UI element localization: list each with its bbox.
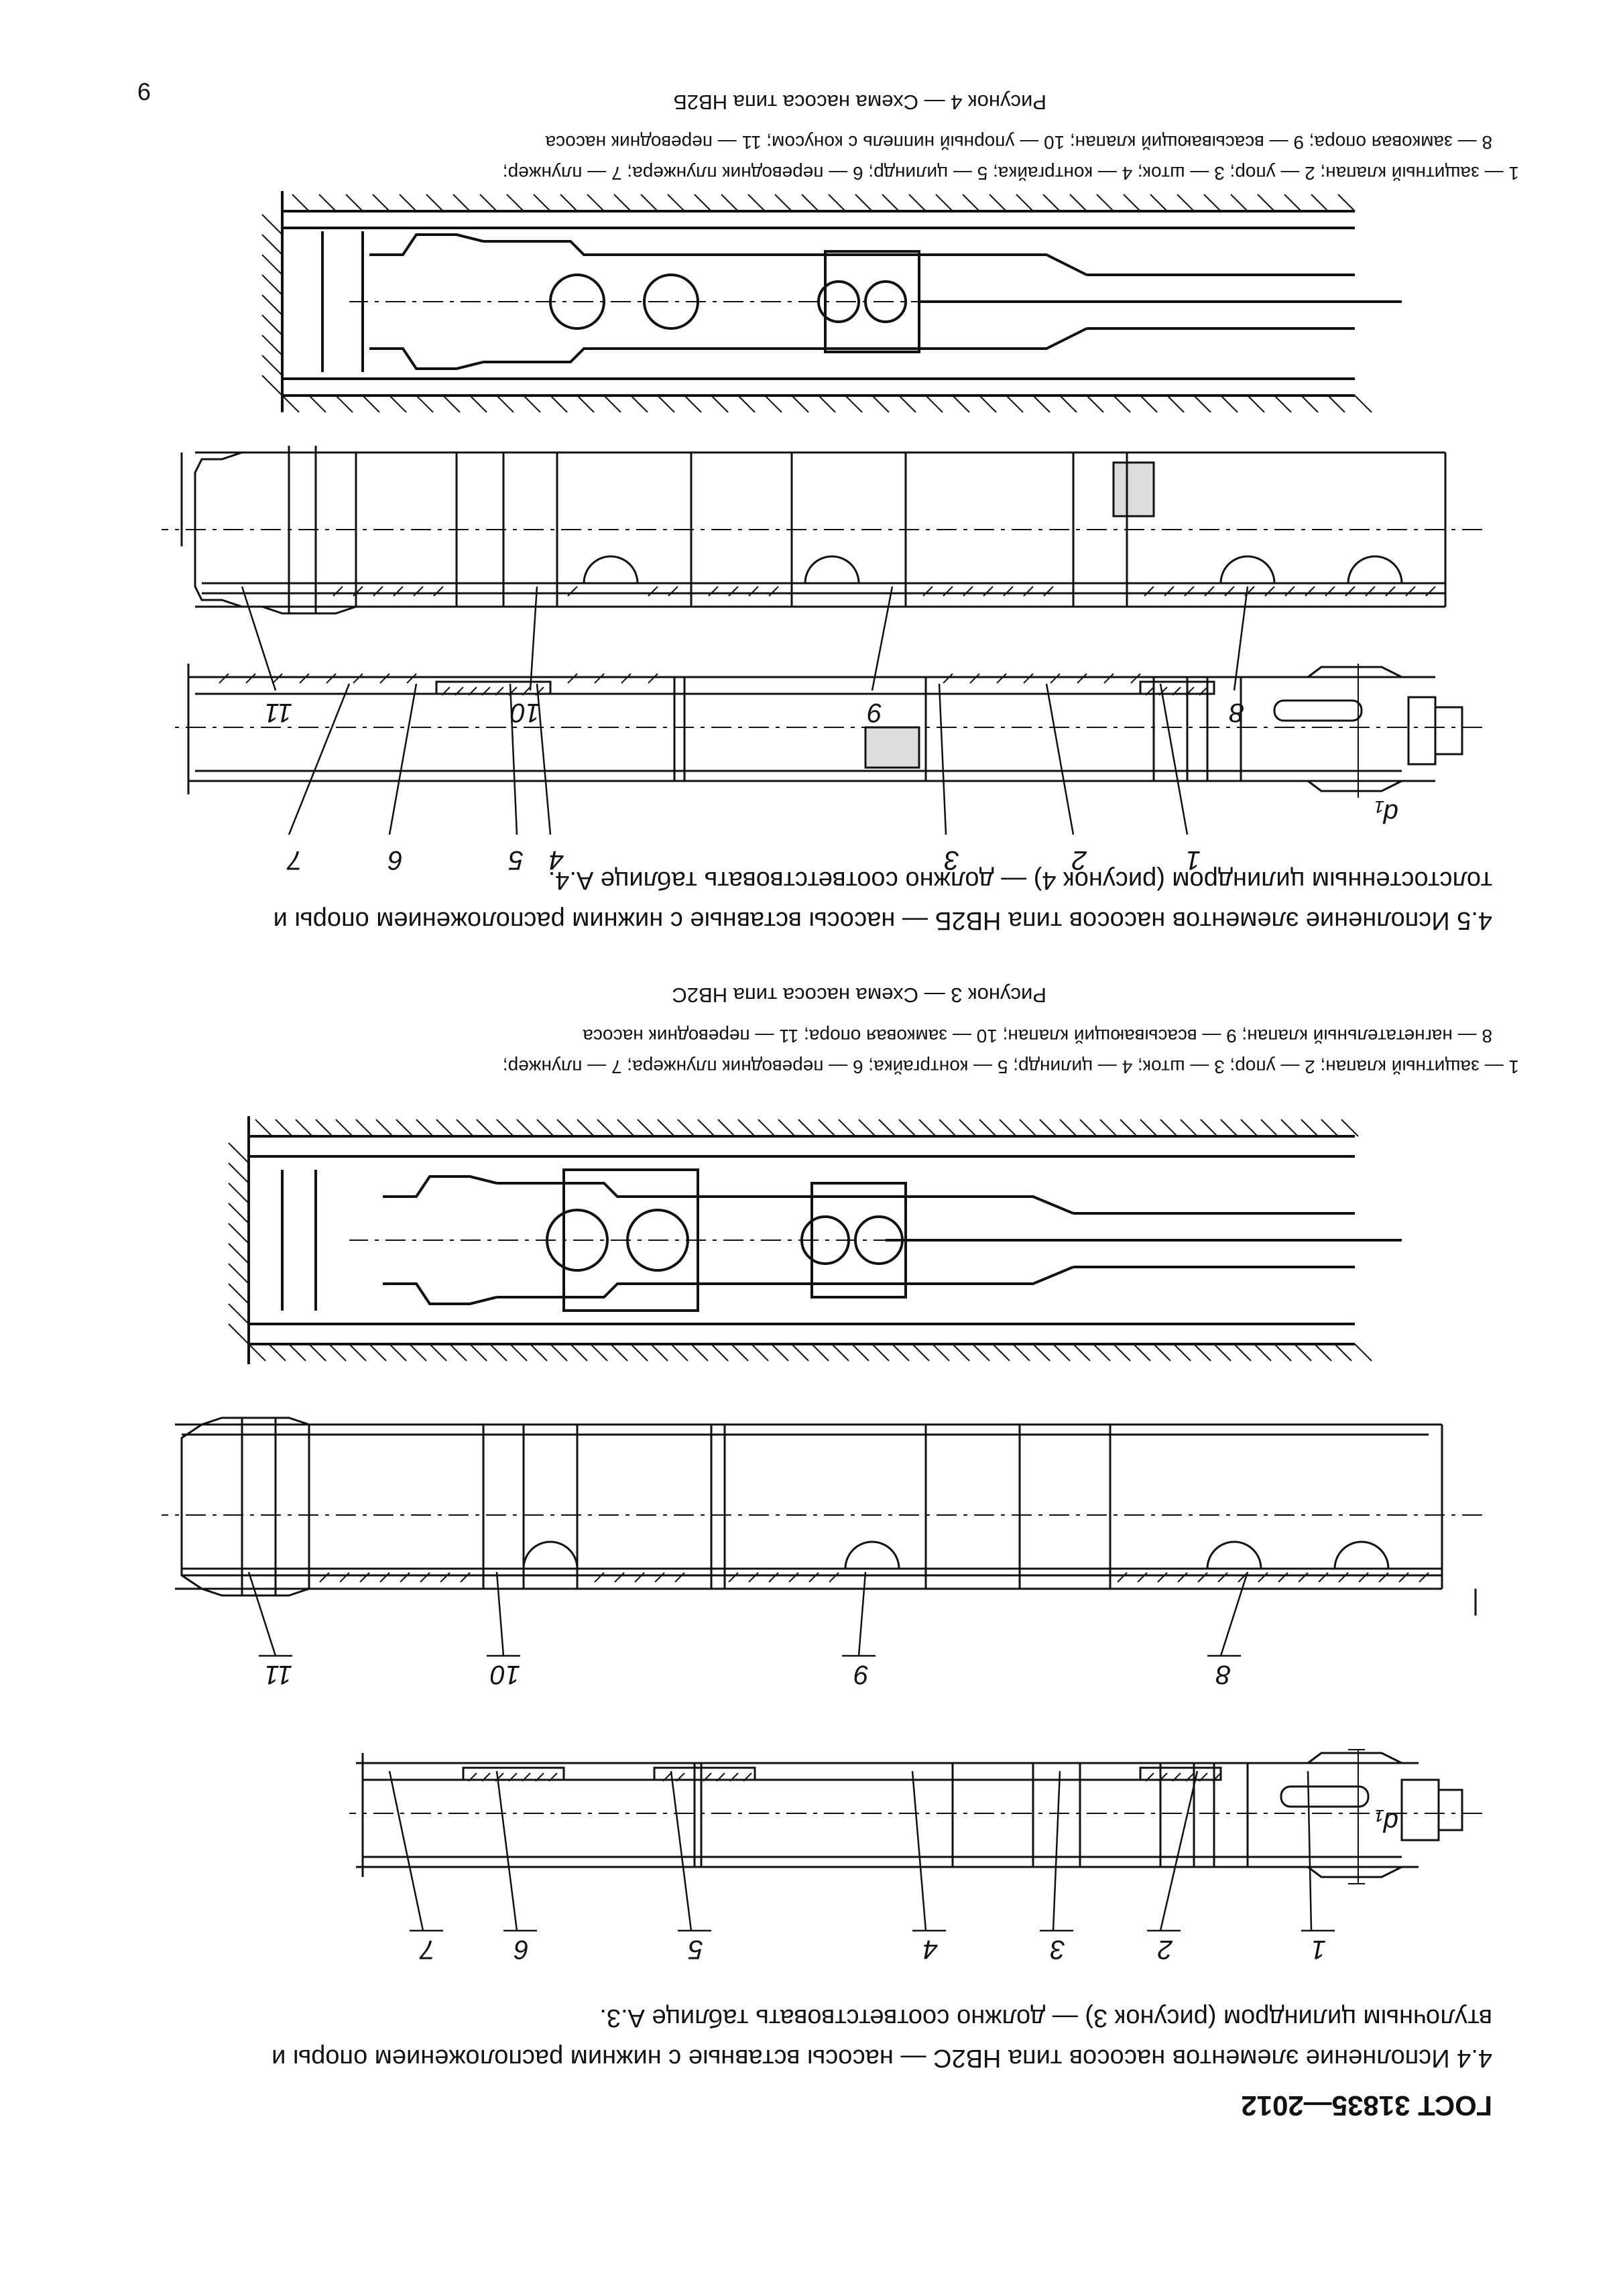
figure-3-callout-1: 1 [1311,1935,1326,1964]
figure-3-top-assembly [0,1703,1623,1984]
section-4-5-line-2: толстостенным цилиндром (рисунок 4) — должно соответствовать таблице А.4. [548,866,1492,894]
page-number: 9 [137,78,151,105]
section-4-4-line-2: втулочным цилиндром (рисунок 3) — должно соответствовать таблице А.3. [599,2004,1492,2032]
figure-3-callout-5: 5 [688,1935,703,1964]
figure-3-schematic [0,1109,1623,1364]
figure-3-callout-3: 3 [1050,1935,1065,1964]
figure-4-callout-7: 7 [287,845,302,875]
figure-3-callout-8: 8 [1215,1660,1231,1689]
figure-3-callout-6: 6 [514,1935,529,1964]
figure-4-legend-line-1: 1 — защитный клапан; 2 — упор; 3 — шток; 4 — контргайка; 5 — цилиндр; 6 — переводник плунжера; 7 — плунжер; [502,163,1519,184]
figure-4-callout-5: 5 [508,845,524,875]
figure-3-callout-7: 7 [420,1935,435,1964]
figure-4-callout-8: 8 [1229,698,1244,727]
figure-4-callout-10: 10 [510,698,540,727]
figure-4-callout-4: 4 [548,845,564,875]
figure-4-callout-1: 1 [1185,845,1201,875]
section-4-4-line-1: 4.4 Исполнение элементов насосов типа НВ2С — насосы вставные с нижним расположением опоры и [272,2044,1492,2072]
figure-3-callout-9: 9 [853,1660,869,1689]
figure-3-caption: Рисунок 3 — Схема насоса типа НВ2С [672,983,1046,1007]
figure-3-legend-line-1: 1 — защитный клапан; 2 — упор; 3 — шток; 4 — цилиндр; 5 — контргайка; 6 — переводник плунжера; 7 — плунжер; [502,1056,1519,1077]
figure-3-callout-4: 4 [922,1935,938,1964]
figure-4-callout-2: 2 [1071,845,1087,875]
figure-4-callout-9: 9 [867,698,882,727]
figure-3-dimension-d1: d₁ [1375,1807,1398,1837]
figure-4-legend-line-2: 8 — замковая опора; 9 — всасывающий клапан; 10 — упорный ниппель с конусом; 11 — переводник насоса [545,132,1492,153]
figure-4-dimension-d1: d₁ [1375,798,1398,828]
figure-3-valve-assembly [0,1401,1623,1616]
figure-4-schematic [0,191,1623,412]
figure-4-valve-assembly [0,446,1623,647]
figure-3-callout-10: 10 [490,1660,520,1689]
figure-3-legend-line-2: 8 — нагнетательный клапан; 9 — всасывающий клапан; 10 — замковая опора; 11 — переводник насоса [583,1026,1492,1046]
figure-3-callout-2: 2 [1157,1935,1173,1964]
figure-4-callout-3: 3 [944,845,959,875]
standard-header: ГОСТ 31835—2012 [1241,2090,1492,2122]
figure-4-callout-6: 6 [387,845,403,875]
figure-4-callout-11: 11 [264,698,292,727]
figure-4-caption: Рисунок 4 — Схема насоса типа НВ2Б [673,90,1046,114]
figure-3-callout-11: 11 [264,1660,292,1689]
section-4-5-line-1: 4.5 Исполнение элементов насосов типа НВ2Б — насосы вставные с нижним расположением опоры и [273,906,1492,934]
